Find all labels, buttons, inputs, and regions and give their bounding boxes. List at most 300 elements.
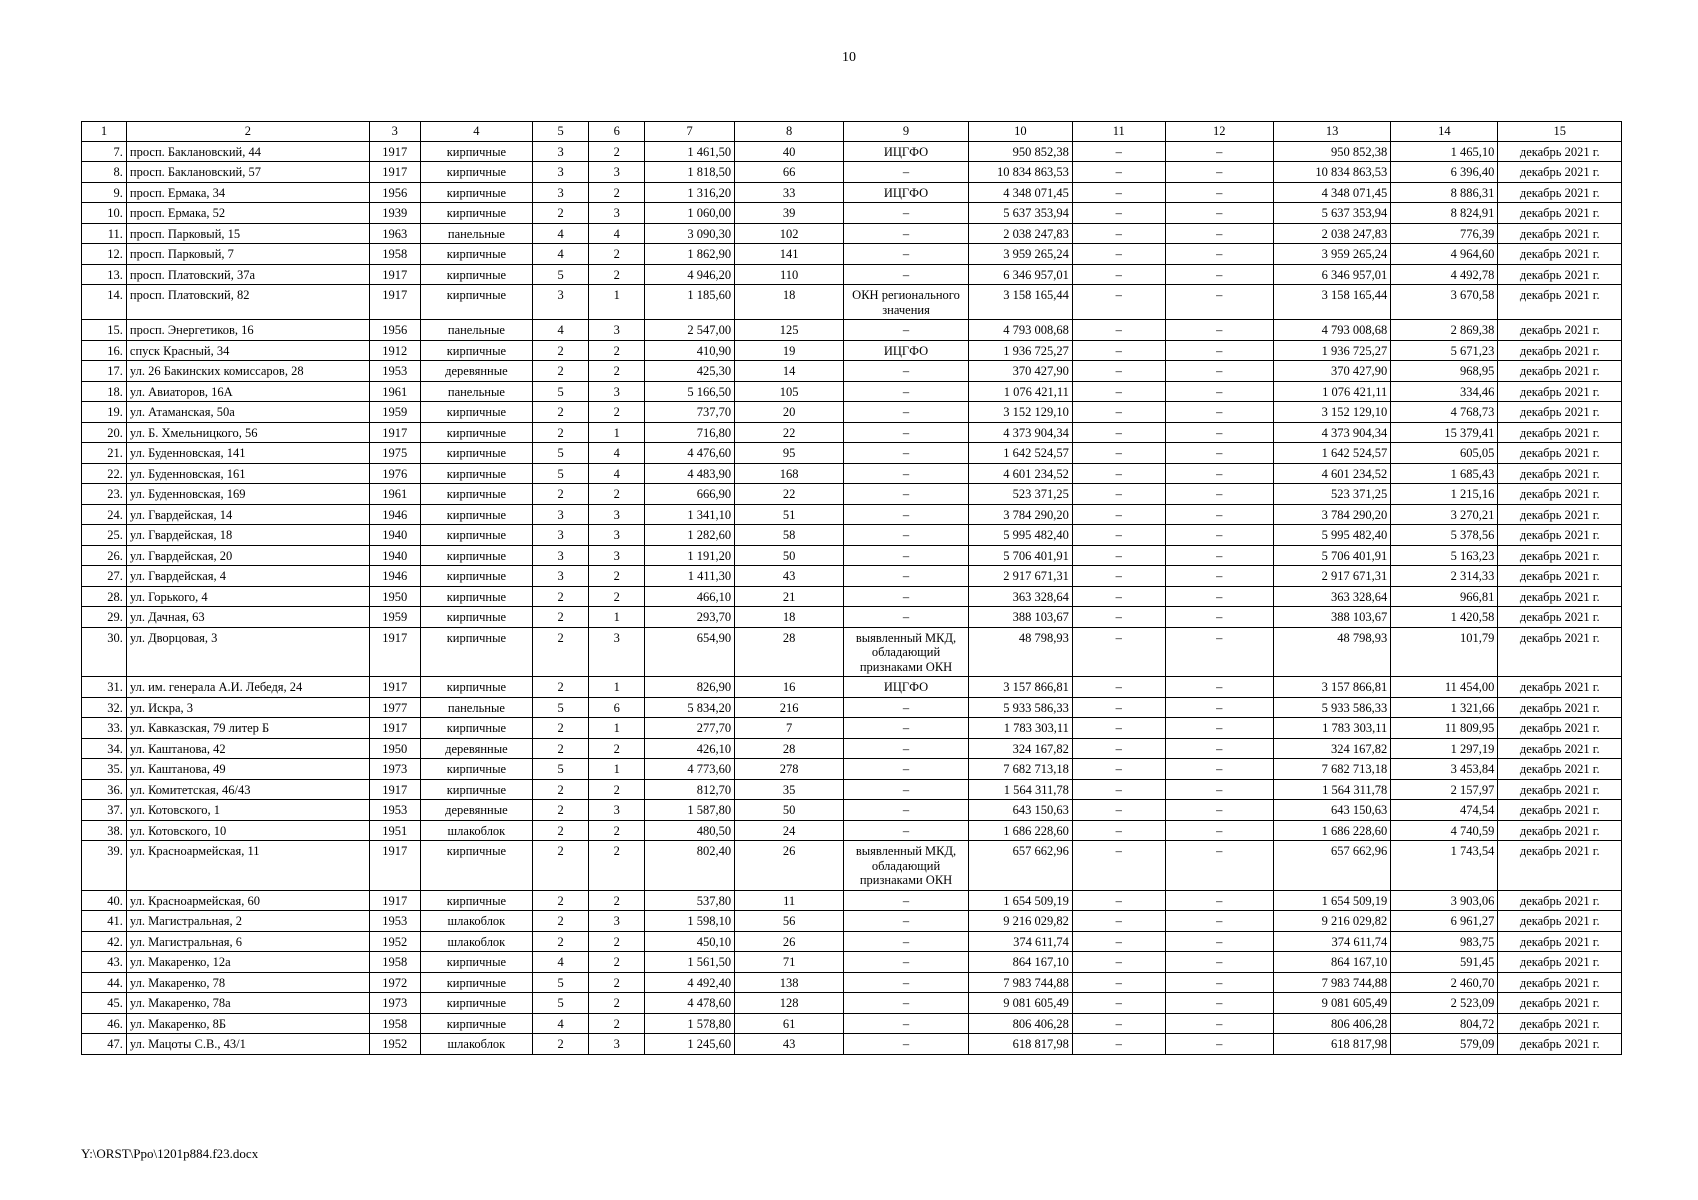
- cell-heritage-status: –: [844, 264, 969, 285]
- table-row: [82, 952, 1622, 973]
- table-row: [82, 586, 1622, 607]
- cell-entrances: 2: [589, 182, 645, 203]
- cell-area: 5 834,20: [645, 697, 735, 718]
- cell-address: ул. Котовского, 1: [126, 800, 369, 821]
- cell-residents: 50: [735, 545, 844, 566]
- cell-total-cost: 5 933 586,33: [968, 697, 1072, 718]
- cell-area: 450,10: [645, 931, 735, 952]
- cell-area: 425,30: [645, 361, 735, 382]
- cell-entrances: 2: [589, 340, 645, 361]
- cell-residents: 56: [735, 911, 844, 932]
- cell-col-11: –: [1072, 697, 1165, 718]
- cell-year-built: 1958: [369, 244, 420, 265]
- cell-entrances: 4: [589, 223, 645, 244]
- cell-col-12: –: [1165, 182, 1273, 203]
- cell-cost-13: 6 346 957,01: [1273, 264, 1390, 285]
- cell-residents: 11: [735, 890, 844, 911]
- cell-deadline: декабрь 2021 г.: [1498, 607, 1622, 628]
- cell-col-11: –: [1072, 1013, 1165, 1034]
- cell-entrances: 2: [589, 264, 645, 285]
- cell-year-built: 1961: [369, 381, 420, 402]
- cell-address: ул. Гвардейская, 20: [126, 545, 369, 566]
- cell-heritage-status: выявленный МКД, обладающий признаками ОКН: [844, 627, 969, 677]
- table-row: [82, 264, 1622, 285]
- table-body: [82, 141, 1622, 1054]
- cell-cost-13: 324 167,82: [1273, 738, 1390, 759]
- cell-row-number: 12.: [82, 244, 127, 265]
- cell-area: 4 492,40: [645, 972, 735, 993]
- cell-heritage-status: –: [844, 820, 969, 841]
- cell-year-built: 1917: [369, 141, 420, 162]
- cell-total-cost: 9 216 029,82: [968, 911, 1072, 932]
- cell-col-12: –: [1165, 484, 1273, 505]
- cell-area: 1 411,30: [645, 566, 735, 587]
- column-header-14: 14: [1391, 122, 1498, 142]
- cell-year-built: 1956: [369, 320, 420, 341]
- cell-floors: 4: [533, 223, 589, 244]
- cell-deadline: декабрь 2021 г.: [1498, 381, 1622, 402]
- cell-total-cost: 657 662,96: [968, 841, 1072, 891]
- cell-cost-per-sqm: 6 961,27: [1391, 911, 1498, 932]
- cell-heritage-status: –: [844, 361, 969, 382]
- table-row: [82, 627, 1622, 677]
- cell-cost-13: 806 406,28: [1273, 1013, 1390, 1034]
- cell-entrances: 3: [589, 381, 645, 402]
- cell-entrances: 4: [589, 463, 645, 484]
- cell-heritage-status: –: [844, 993, 969, 1014]
- cell-row-number: 41.: [82, 911, 127, 932]
- cell-address: ул. Дворцовая, 3: [126, 627, 369, 677]
- cell-residents: 141: [735, 244, 844, 265]
- cell-heritage-status: ИЦГФО: [844, 182, 969, 203]
- cell-wall-material: кирпичные: [420, 586, 532, 607]
- cell-residents: 168: [735, 463, 844, 484]
- cell-residents: 61: [735, 1013, 844, 1034]
- cell-entrances: 2: [589, 779, 645, 800]
- cell-floors: 5: [533, 993, 589, 1014]
- cell-col-11: –: [1072, 545, 1165, 566]
- cell-col-12: –: [1165, 972, 1273, 993]
- cell-col-12: –: [1165, 718, 1273, 739]
- cell-floors: 4: [533, 952, 589, 973]
- cell-residents: 43: [735, 1034, 844, 1055]
- cell-cost-per-sqm: 1 685,43: [1391, 463, 1498, 484]
- table-row: [82, 566, 1622, 587]
- cell-row-number: 20.: [82, 422, 127, 443]
- cell-col-11: –: [1072, 911, 1165, 932]
- cell-col-12: –: [1165, 504, 1273, 525]
- cell-entrances: 2: [589, 484, 645, 505]
- table-row: [82, 890, 1622, 911]
- cell-row-number: 46.: [82, 1013, 127, 1034]
- cell-cost-13: 4 601 234,52: [1273, 463, 1390, 484]
- cell-deadline: декабрь 2021 г.: [1498, 911, 1622, 932]
- cell-area: 410,90: [645, 340, 735, 361]
- cell-residents: 35: [735, 779, 844, 800]
- table-row: [82, 443, 1622, 464]
- cell-floors: 3: [533, 545, 589, 566]
- cell-year-built: 1946: [369, 504, 420, 525]
- cell-total-cost: 950 852,38: [968, 141, 1072, 162]
- cell-row-number: 10.: [82, 203, 127, 224]
- cell-floors: 4: [533, 1013, 589, 1034]
- cell-total-cost: 9 081 605,49: [968, 993, 1072, 1014]
- cell-residents: 21: [735, 586, 844, 607]
- cell-cost-per-sqm: 4 964,60: [1391, 244, 1498, 265]
- cell-area: 1 862,90: [645, 244, 735, 265]
- cell-cost-per-sqm: 2 157,97: [1391, 779, 1498, 800]
- cell-total-cost: 1 642 524,57: [968, 443, 1072, 464]
- cell-deadline: декабрь 2021 г.: [1498, 223, 1622, 244]
- cell-year-built: 1917: [369, 285, 420, 320]
- cell-heritage-status: ИЦГФО: [844, 141, 969, 162]
- table-row: [82, 381, 1622, 402]
- cell-area: 4 476,60: [645, 443, 735, 464]
- cell-floors: 2: [533, 931, 589, 952]
- cell-residents: 50: [735, 800, 844, 821]
- cell-col-12: –: [1165, 422, 1273, 443]
- cell-total-cost: 1 076 421,11: [968, 381, 1072, 402]
- table-row: [82, 223, 1622, 244]
- cell-heritage-status: –: [844, 320, 969, 341]
- cell-col-12: –: [1165, 285, 1273, 320]
- cell-area: 1 561,50: [645, 952, 735, 973]
- cell-entrances: 2: [589, 586, 645, 607]
- cell-col-11: –: [1072, 952, 1165, 973]
- cell-area: 2 547,00: [645, 320, 735, 341]
- cell-wall-material: деревянные: [420, 800, 532, 821]
- cell-floors: 2: [533, 484, 589, 505]
- cell-year-built: 1940: [369, 525, 420, 546]
- cell-col-12: –: [1165, 627, 1273, 677]
- cell-col-11: –: [1072, 402, 1165, 423]
- column-header-10: 10: [968, 122, 1072, 142]
- cell-residents: 18: [735, 285, 844, 320]
- cell-cost-per-sqm: 8 824,91: [1391, 203, 1498, 224]
- cell-row-number: 35.: [82, 759, 127, 780]
- cell-deadline: декабрь 2021 г.: [1498, 759, 1622, 780]
- cell-area: 4 946,20: [645, 264, 735, 285]
- cell-wall-material: кирпичные: [420, 545, 532, 566]
- cell-heritage-status: –: [844, 244, 969, 265]
- cell-wall-material: шлакоблок: [420, 820, 532, 841]
- cell-cost-13: 5 706 401,91: [1273, 545, 1390, 566]
- cell-residents: 278: [735, 759, 844, 780]
- cell-cost-13: 9 216 029,82: [1273, 911, 1390, 932]
- cell-cost-13: 4 348 071,45: [1273, 182, 1390, 203]
- cell-cost-per-sqm: 968,95: [1391, 361, 1498, 382]
- cell-year-built: 1917: [369, 264, 420, 285]
- cell-col-12: –: [1165, 759, 1273, 780]
- cell-total-cost: 2 917 671,31: [968, 566, 1072, 587]
- cell-cost-13: 950 852,38: [1273, 141, 1390, 162]
- cell-cost-per-sqm: 5 378,56: [1391, 525, 1498, 546]
- table-row: [82, 422, 1622, 443]
- cell-floors: 5: [533, 381, 589, 402]
- cell-floors: 5: [533, 443, 589, 464]
- cell-address: ул. Буденновская, 161: [126, 463, 369, 484]
- cell-year-built: 1958: [369, 952, 420, 973]
- cell-cost-per-sqm: 804,72: [1391, 1013, 1498, 1034]
- cell-address: ул. Магистральная, 6: [126, 931, 369, 952]
- cell-heritage-status: –: [844, 381, 969, 402]
- cell-col-11: –: [1072, 800, 1165, 821]
- cell-address: ул. Атаманская, 50а: [126, 402, 369, 423]
- cell-total-cost: 4 793 008,68: [968, 320, 1072, 341]
- cell-total-cost: 5 706 401,91: [968, 545, 1072, 566]
- cell-entrances: 1: [589, 718, 645, 739]
- cell-col-12: –: [1165, 463, 1273, 484]
- cell-row-number: 45.: [82, 993, 127, 1014]
- cell-cost-per-sqm: 1 215,16: [1391, 484, 1498, 505]
- cell-deadline: декабрь 2021 г.: [1498, 993, 1622, 1014]
- cell-wall-material: кирпичные: [420, 993, 532, 1014]
- cell-floors: 3: [533, 182, 589, 203]
- cell-cost-13: 2 917 671,31: [1273, 566, 1390, 587]
- cell-heritage-status: –: [844, 718, 969, 739]
- cell-entrances: 6: [589, 697, 645, 718]
- column-header-3: 3: [369, 122, 420, 142]
- cell-area: 666,90: [645, 484, 735, 505]
- cell-floors: 2: [533, 677, 589, 698]
- cell-floors: 2: [533, 890, 589, 911]
- cell-area: 537,80: [645, 890, 735, 911]
- cell-cost-per-sqm: 2 523,09: [1391, 993, 1498, 1014]
- cell-cost-per-sqm: 4 768,73: [1391, 402, 1498, 423]
- cell-wall-material: кирпичные: [420, 182, 532, 203]
- cell-col-11: –: [1072, 677, 1165, 698]
- cell-residents: 16: [735, 677, 844, 698]
- cell-year-built: 1953: [369, 911, 420, 932]
- cell-area: 4 773,60: [645, 759, 735, 780]
- cell-total-cost: 324 167,82: [968, 738, 1072, 759]
- cell-wall-material: кирпичные: [420, 1013, 532, 1034]
- table-header: [82, 122, 1622, 142]
- cell-deadline: декабрь 2021 г.: [1498, 677, 1622, 698]
- column-header-5: 5: [533, 122, 589, 142]
- cell-entrances: 2: [589, 952, 645, 973]
- cell-cost-13: 9 081 605,49: [1273, 993, 1390, 1014]
- cell-row-number: 9.: [82, 182, 127, 203]
- cell-address: ул. Горького, 4: [126, 586, 369, 607]
- cell-col-12: –: [1165, 820, 1273, 841]
- cell-entrances: 4: [589, 443, 645, 464]
- cell-area: 737,70: [645, 402, 735, 423]
- table-row: [82, 162, 1622, 183]
- cell-cost-13: 1 654 509,19: [1273, 890, 1390, 911]
- cell-row-number: 15.: [82, 320, 127, 341]
- table-row: [82, 361, 1622, 382]
- cell-entrances: 2: [589, 931, 645, 952]
- cell-col-11: –: [1072, 141, 1165, 162]
- cell-col-12: –: [1165, 931, 1273, 952]
- cell-cost-13: 48 798,93: [1273, 627, 1390, 677]
- cell-row-number: 7.: [82, 141, 127, 162]
- cell-entrances: 3: [589, 504, 645, 525]
- column-header-4: 4: [420, 122, 532, 142]
- cell-cost-per-sqm: 4 740,59: [1391, 820, 1498, 841]
- cell-deadline: декабрь 2021 г.: [1498, 972, 1622, 993]
- cell-address: ул. Макаренко, 8Б: [126, 1013, 369, 1034]
- cell-total-cost: 1 564 311,78: [968, 779, 1072, 800]
- cell-heritage-status: –: [844, 911, 969, 932]
- cell-cost-13: 7 682 713,18: [1273, 759, 1390, 780]
- cell-area: 1 282,60: [645, 525, 735, 546]
- cell-row-number: 18.: [82, 381, 127, 402]
- cell-cost-13: 3 959 265,24: [1273, 244, 1390, 265]
- cell-year-built: 1953: [369, 800, 420, 821]
- table-row: [82, 244, 1622, 265]
- cell-cost-per-sqm: 1 420,58: [1391, 607, 1498, 628]
- cell-year-built: 1963: [369, 223, 420, 244]
- column-header-2: 2: [126, 122, 369, 142]
- cell-area: 1 185,60: [645, 285, 735, 320]
- cell-row-number: 30.: [82, 627, 127, 677]
- cell-row-number: 32.: [82, 697, 127, 718]
- cell-deadline: декабрь 2021 г.: [1498, 141, 1622, 162]
- cell-col-11: –: [1072, 738, 1165, 759]
- cell-total-cost: 1 686 228,60: [968, 820, 1072, 841]
- cell-year-built: 1917: [369, 841, 420, 891]
- cell-cost-per-sqm: 101,79: [1391, 627, 1498, 677]
- cell-year-built: 1917: [369, 718, 420, 739]
- cell-year-built: 1956: [369, 182, 420, 203]
- table-row: [82, 759, 1622, 780]
- cell-area: 802,40: [645, 841, 735, 891]
- cell-deadline: декабрь 2021 г.: [1498, 285, 1622, 320]
- column-header-6: 6: [589, 122, 645, 142]
- cell-residents: 40: [735, 141, 844, 162]
- cell-row-number: 16.: [82, 340, 127, 361]
- cell-wall-material: шлакоблок: [420, 931, 532, 952]
- cell-area: 4 483,90: [645, 463, 735, 484]
- table-row: [82, 141, 1622, 162]
- cell-residents: 102: [735, 223, 844, 244]
- cell-heritage-status: ИЦГФО: [844, 677, 969, 698]
- cell-floors: 2: [533, 607, 589, 628]
- cell-wall-material: кирпичные: [420, 627, 532, 677]
- cell-cost-13: 618 817,98: [1273, 1034, 1390, 1055]
- cell-residents: 19: [735, 340, 844, 361]
- cell-floors: 5: [533, 972, 589, 993]
- cell-deadline: декабрь 2021 г.: [1498, 718, 1622, 739]
- cell-col-11: –: [1072, 890, 1165, 911]
- cell-cost-13: 7 983 744,88: [1273, 972, 1390, 993]
- cell-col-12: –: [1165, 545, 1273, 566]
- cell-floors: 2: [533, 586, 589, 607]
- cell-cost-13: 370 427,90: [1273, 361, 1390, 382]
- cell-cost-per-sqm: 5 671,23: [1391, 340, 1498, 361]
- column-header-8: 8: [735, 122, 844, 142]
- cell-row-number: 11.: [82, 223, 127, 244]
- cell-row-number: 22.: [82, 463, 127, 484]
- cell-cost-per-sqm: 334,46: [1391, 381, 1498, 402]
- header-row: [82, 122, 1622, 142]
- cell-cost-per-sqm: 5 163,23: [1391, 545, 1498, 566]
- cell-col-12: –: [1165, 890, 1273, 911]
- cell-deadline: декабрь 2021 г.: [1498, 841, 1622, 891]
- cell-address: ул. Буденновская, 141: [126, 443, 369, 464]
- table-row: [82, 402, 1622, 423]
- cell-total-cost: 10 834 863,53: [968, 162, 1072, 183]
- cell-col-12: –: [1165, 1013, 1273, 1034]
- cell-deadline: декабрь 2021 г.: [1498, 738, 1622, 759]
- cell-deadline: декабрь 2021 г.: [1498, 1013, 1622, 1034]
- cell-heritage-status: –: [844, 586, 969, 607]
- table-row: [82, 718, 1622, 739]
- cell-row-number: 37.: [82, 800, 127, 821]
- page-number: 10: [842, 50, 856, 65]
- cell-col-12: –: [1165, 525, 1273, 546]
- cell-cost-13: 3 157 866,81: [1273, 677, 1390, 698]
- cell-entrances: 1: [589, 759, 645, 780]
- cell-total-cost: 7 682 713,18: [968, 759, 1072, 780]
- cell-col-12: –: [1165, 264, 1273, 285]
- table-row: [82, 463, 1622, 484]
- cell-col-11: –: [1072, 340, 1165, 361]
- cell-wall-material: кирпичные: [420, 285, 532, 320]
- cell-year-built: 1958: [369, 1013, 420, 1034]
- cell-year-built: 1976: [369, 463, 420, 484]
- cell-total-cost: 4 373 904,34: [968, 422, 1072, 443]
- cell-heritage-status: –: [844, 952, 969, 973]
- cell-row-number: 13.: [82, 264, 127, 285]
- cell-residents: 128: [735, 993, 844, 1014]
- cell-col-11: –: [1072, 525, 1165, 546]
- cell-floors: 2: [533, 340, 589, 361]
- cell-deadline: декабрь 2021 г.: [1498, 182, 1622, 203]
- cell-year-built: 1959: [369, 607, 420, 628]
- cell-heritage-status: –: [844, 738, 969, 759]
- cell-area: 1 191,20: [645, 545, 735, 566]
- cell-heritage-status: –: [844, 697, 969, 718]
- cell-col-12: –: [1165, 402, 1273, 423]
- cell-heritage-status: –: [844, 779, 969, 800]
- cell-deadline: декабрь 2021 г.: [1498, 566, 1622, 587]
- cell-residents: 22: [735, 484, 844, 505]
- cell-year-built: 1973: [369, 993, 420, 1014]
- cell-wall-material: кирпичные: [420, 402, 532, 423]
- cell-cost-per-sqm: 1 743,54: [1391, 841, 1498, 891]
- cell-col-11: –: [1072, 361, 1165, 382]
- table-row: [82, 841, 1622, 891]
- cell-cost-13: 5 933 586,33: [1273, 697, 1390, 718]
- table-row: [82, 820, 1622, 841]
- cell-total-cost: 5 637 353,94: [968, 203, 1072, 224]
- cell-area: 293,70: [645, 607, 735, 628]
- cell-row-number: 40.: [82, 890, 127, 911]
- cell-entrances: 3: [589, 627, 645, 677]
- cell-residents: 26: [735, 931, 844, 952]
- column-header-1: 1: [82, 122, 127, 142]
- cell-entrances: 3: [589, 203, 645, 224]
- cell-col-12: –: [1165, 361, 1273, 382]
- cell-row-number: 28.: [82, 586, 127, 607]
- cell-deadline: декабрь 2021 г.: [1498, 484, 1622, 505]
- cell-col-12: –: [1165, 340, 1273, 361]
- cell-heritage-status: –: [844, 504, 969, 525]
- table-row: [82, 697, 1622, 718]
- cell-col-11: –: [1072, 244, 1165, 265]
- cell-col-12: –: [1165, 381, 1273, 402]
- cell-year-built: 1973: [369, 759, 420, 780]
- cell-year-built: 1950: [369, 586, 420, 607]
- cell-area: 3 090,30: [645, 223, 735, 244]
- cell-col-12: –: [1165, 779, 1273, 800]
- cell-entrances: 1: [589, 607, 645, 628]
- cell-deadline: декабрь 2021 г.: [1498, 402, 1622, 423]
- cell-area: 1 060,00: [645, 203, 735, 224]
